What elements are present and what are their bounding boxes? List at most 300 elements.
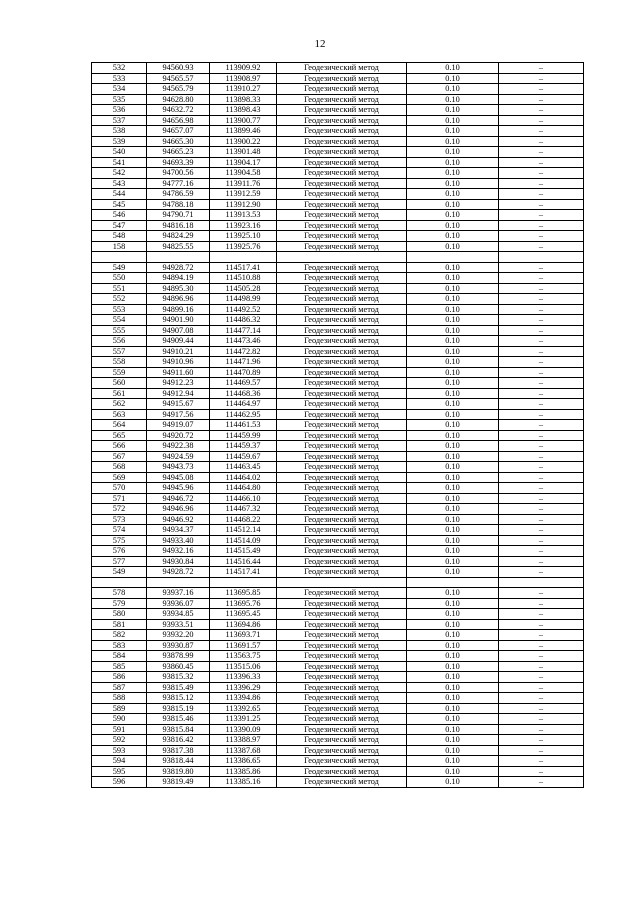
table-row — [92, 672, 584, 683]
table-row — [92, 514, 584, 525]
y-coordinate: 114468.36 — [210, 388, 277, 399]
method: Геодезический метод — [277, 325, 407, 336]
accuracy: 0.10 — [407, 115, 499, 126]
table-row — [92, 588, 584, 599]
empty-cell — [277, 252, 407, 263]
point-number: 594 — [92, 756, 147, 767]
table-row — [92, 630, 584, 641]
x-coordinate: 94909.44 — [147, 336, 210, 347]
table-row — [92, 273, 584, 284]
method: Геодезический метод — [277, 273, 407, 284]
accuracy: 0.10 — [407, 189, 499, 200]
table-row — [92, 157, 584, 168]
point-number: 585 — [92, 661, 147, 672]
x-coordinate: 93932.20 — [147, 630, 210, 641]
note: – — [499, 126, 584, 137]
note: – — [499, 336, 584, 347]
point-number: 534 — [92, 84, 147, 95]
x-coordinate: 93936.07 — [147, 598, 210, 609]
y-coordinate: 113695.85 — [210, 588, 277, 599]
method: Геодезический метод — [277, 283, 407, 294]
accuracy: 0.10 — [407, 462, 499, 473]
table-row — [92, 766, 584, 777]
accuracy: 0.10 — [407, 483, 499, 494]
x-coordinate: 94656.98 — [147, 115, 210, 126]
note: – — [499, 682, 584, 693]
method: Геодезический метод — [277, 304, 407, 315]
point-number: 541 — [92, 157, 147, 168]
accuracy: 0.10 — [407, 514, 499, 525]
y-coordinate: 113899.46 — [210, 126, 277, 137]
x-coordinate: 94632.72 — [147, 105, 210, 116]
y-coordinate: 113925.76 — [210, 241, 277, 252]
accuracy: 0.10 — [407, 672, 499, 683]
point-number: 568 — [92, 462, 147, 473]
point-number: 555 — [92, 325, 147, 336]
x-coordinate: 93815.32 — [147, 672, 210, 683]
accuracy: 0.10 — [407, 661, 499, 672]
table-row — [92, 357, 584, 368]
y-coordinate: 113396.29 — [210, 682, 277, 693]
x-coordinate: 94565.79 — [147, 84, 210, 95]
y-coordinate: 113388.97 — [210, 735, 277, 746]
note: – — [499, 147, 584, 158]
point-number: 576 — [92, 546, 147, 557]
table-row — [92, 147, 584, 158]
point-number: 564 — [92, 420, 147, 431]
accuracy: 0.10 — [407, 336, 499, 347]
accuracy: 0.10 — [407, 640, 499, 651]
accuracy: 0.10 — [407, 430, 499, 441]
table-row — [92, 367, 584, 378]
point-number: 552 — [92, 294, 147, 305]
method: Геодезический метод — [277, 703, 407, 714]
note: – — [499, 630, 584, 641]
x-coordinate: 94895.30 — [147, 283, 210, 294]
note: – — [499, 504, 584, 515]
point-number: 587 — [92, 682, 147, 693]
empty-cell — [210, 252, 277, 263]
x-coordinate: 94928.72 — [147, 567, 210, 578]
method: Геодезический метод — [277, 357, 407, 368]
table-row — [92, 325, 584, 336]
method: Геодезический метод — [277, 735, 407, 746]
note: – — [499, 94, 584, 105]
note: – — [499, 325, 584, 336]
y-coordinate: 114473.46 — [210, 336, 277, 347]
y-coordinate: 113900.22 — [210, 136, 277, 147]
table-row — [92, 535, 584, 546]
point-number: 549 — [92, 262, 147, 273]
method: Геодезический метод — [277, 451, 407, 462]
x-coordinate: 94665.30 — [147, 136, 210, 147]
x-coordinate: 94825.55 — [147, 241, 210, 252]
y-coordinate: 114516.44 — [210, 556, 277, 567]
accuracy: 0.10 — [407, 126, 499, 137]
y-coordinate: 113911.76 — [210, 178, 277, 189]
table-row — [92, 546, 584, 557]
note: – — [499, 588, 584, 599]
method: Геодезический метод — [277, 483, 407, 494]
method: Геодезический метод — [277, 546, 407, 557]
x-coordinate: 93819.49 — [147, 777, 210, 788]
accuracy: 0.10 — [407, 273, 499, 284]
table-row — [92, 178, 584, 189]
accuracy: 0.10 — [407, 178, 499, 189]
accuracy: 0.10 — [407, 262, 499, 273]
x-coordinate: 94946.96 — [147, 504, 210, 515]
accuracy: 0.10 — [407, 147, 499, 158]
accuracy: 0.10 — [407, 199, 499, 210]
point-number: 556 — [92, 336, 147, 347]
accuracy: 0.10 — [407, 241, 499, 252]
accuracy: 0.10 — [407, 777, 499, 788]
y-coordinate: 114464.97 — [210, 399, 277, 410]
method: Геодезический метод — [277, 105, 407, 116]
y-coordinate: 114464.02 — [210, 472, 277, 483]
point-number: 536 — [92, 105, 147, 116]
table-row — [92, 84, 584, 95]
table-row — [92, 462, 584, 473]
accuracy: 0.10 — [407, 556, 499, 567]
accuracy: 0.10 — [407, 693, 499, 704]
accuracy: 0.10 — [407, 567, 499, 578]
table-row — [92, 430, 584, 441]
point-number: 580 — [92, 609, 147, 620]
table-row — [92, 199, 584, 210]
y-coordinate: 114505.28 — [210, 283, 277, 294]
point-number: 532 — [92, 63, 147, 74]
method: Геодезический метод — [277, 115, 407, 126]
table-row — [92, 63, 584, 74]
method: Геодезический метод — [277, 766, 407, 777]
accuracy: 0.10 — [407, 136, 499, 147]
table-row — [92, 241, 584, 252]
note: – — [499, 84, 584, 95]
x-coordinate: 93930.87 — [147, 640, 210, 651]
point-number: 577 — [92, 556, 147, 567]
table-row — [92, 756, 584, 767]
accuracy: 0.10 — [407, 220, 499, 231]
accuracy: 0.10 — [407, 105, 499, 116]
point-number: 596 — [92, 777, 147, 788]
note: – — [499, 189, 584, 200]
method: Геодезический метод — [277, 147, 407, 158]
table-row — [92, 777, 584, 788]
x-coordinate: 94824.29 — [147, 231, 210, 242]
note: – — [499, 535, 584, 546]
x-coordinate: 94912.23 — [147, 378, 210, 389]
table-row — [92, 168, 584, 179]
method: Геодезический метод — [277, 94, 407, 105]
point-number: 592 — [92, 735, 147, 746]
table-row — [92, 651, 584, 662]
table-row — [92, 388, 584, 399]
y-coordinate: 114477.14 — [210, 325, 277, 336]
point-number: 562 — [92, 399, 147, 410]
accuracy: 0.10 — [407, 441, 499, 452]
point-number: 588 — [92, 693, 147, 704]
x-coordinate: 94894.19 — [147, 273, 210, 284]
table-row — [92, 283, 584, 294]
x-coordinate: 94910.96 — [147, 357, 210, 368]
y-coordinate: 113691.57 — [210, 640, 277, 651]
x-coordinate: 93815.19 — [147, 703, 210, 714]
point-number: 591 — [92, 724, 147, 735]
x-coordinate: 93819.80 — [147, 766, 210, 777]
accuracy: 0.10 — [407, 378, 499, 389]
point-number: 543 — [92, 178, 147, 189]
method: Геодезический метод — [277, 724, 407, 735]
point-number: 546 — [92, 210, 147, 221]
note: – — [499, 315, 584, 326]
table-row — [92, 483, 584, 494]
blank-row — [92, 252, 584, 263]
accuracy: 0.10 — [407, 609, 499, 620]
point-number: 566 — [92, 441, 147, 452]
point-number: 557 — [92, 346, 147, 357]
note: – — [499, 619, 584, 630]
accuracy: 0.10 — [407, 714, 499, 725]
table-row — [92, 304, 584, 315]
accuracy: 0.10 — [407, 766, 499, 777]
x-coordinate: 94665.23 — [147, 147, 210, 158]
accuracy: 0.10 — [407, 420, 499, 431]
x-coordinate: 93817.38 — [147, 745, 210, 756]
point-number: 537 — [92, 115, 147, 126]
note: – — [499, 661, 584, 672]
note: – — [499, 168, 584, 179]
y-coordinate: 113898.43 — [210, 105, 277, 116]
method: Геодезический метод — [277, 168, 407, 179]
y-coordinate: 113912.59 — [210, 189, 277, 200]
note: – — [499, 766, 584, 777]
accuracy: 0.10 — [407, 735, 499, 746]
note: – — [499, 241, 584, 252]
note: – — [499, 378, 584, 389]
x-coordinate: 94943.73 — [147, 462, 210, 473]
y-coordinate: 113391.25 — [210, 714, 277, 725]
x-coordinate: 94932.16 — [147, 546, 210, 557]
note: – — [499, 703, 584, 714]
note: – — [499, 73, 584, 84]
x-coordinate: 94912.94 — [147, 388, 210, 399]
note: – — [499, 346, 584, 357]
table-row — [92, 703, 584, 714]
point-number: 563 — [92, 409, 147, 420]
y-coordinate: 114459.37 — [210, 441, 277, 452]
y-coordinate: 113386.65 — [210, 756, 277, 767]
x-coordinate: 94786.59 — [147, 189, 210, 200]
x-coordinate: 93815.46 — [147, 714, 210, 725]
note: – — [499, 283, 584, 294]
accuracy: 0.10 — [407, 231, 499, 242]
note: – — [499, 441, 584, 452]
note: – — [499, 388, 584, 399]
method: Геодезический метод — [277, 336, 407, 347]
method: Геодезический метод — [277, 472, 407, 483]
y-coordinate: 114510.88 — [210, 273, 277, 284]
table-row — [92, 378, 584, 389]
accuracy: 0.10 — [407, 451, 499, 462]
method: Геодезический метод — [277, 136, 407, 147]
table-row — [92, 336, 584, 347]
method: Геодезический метод — [277, 441, 407, 452]
note: – — [499, 556, 584, 567]
empty-cell — [277, 577, 407, 588]
method: Геодезический метод — [277, 178, 407, 189]
method: Геодезический метод — [277, 346, 407, 357]
table-row — [92, 399, 584, 410]
method: Геодезический метод — [277, 661, 407, 672]
note: – — [499, 273, 584, 284]
x-coordinate: 94946.92 — [147, 514, 210, 525]
method: Геодезический метод — [277, 619, 407, 630]
method: Геодезический метод — [277, 241, 407, 252]
note: – — [499, 367, 584, 378]
note: – — [499, 598, 584, 609]
point-number: 567 — [92, 451, 147, 462]
x-coordinate: 94896.96 — [147, 294, 210, 305]
coordinates-table-body — [92, 63, 584, 788]
y-coordinate: 114514.09 — [210, 535, 277, 546]
y-coordinate: 114486.32 — [210, 315, 277, 326]
y-coordinate: 113385.86 — [210, 766, 277, 777]
note: – — [499, 399, 584, 410]
table-row — [92, 735, 584, 746]
method: Геодезический метод — [277, 651, 407, 662]
accuracy: 0.10 — [407, 504, 499, 515]
note: – — [499, 756, 584, 767]
accuracy: 0.10 — [407, 283, 499, 294]
y-coordinate: 114461.53 — [210, 420, 277, 431]
method: Геодезический метод — [277, 535, 407, 546]
note: – — [499, 294, 584, 305]
method: Геодезический метод — [277, 126, 407, 137]
table-row — [92, 493, 584, 504]
method: Геодезический метод — [277, 84, 407, 95]
table-row — [92, 472, 584, 483]
accuracy: 0.10 — [407, 588, 499, 599]
x-coordinate: 94788.18 — [147, 199, 210, 210]
point-number: 574 — [92, 525, 147, 536]
point-number: 549 — [92, 567, 147, 578]
x-coordinate: 93937.16 — [147, 588, 210, 599]
table-row — [92, 693, 584, 704]
x-coordinate: 93818.44 — [147, 756, 210, 767]
note: – — [499, 493, 584, 504]
y-coordinate: 113385.16 — [210, 777, 277, 788]
method: Геодезический метод — [277, 262, 407, 273]
y-coordinate: 114466.10 — [210, 493, 277, 504]
x-coordinate: 94911.60 — [147, 367, 210, 378]
empty-cell — [499, 577, 584, 588]
method: Геодезический метод — [277, 220, 407, 231]
method: Геодезический метод — [277, 409, 407, 420]
y-coordinate: 113515.06 — [210, 661, 277, 672]
note: – — [499, 357, 584, 368]
x-coordinate: 93860.45 — [147, 661, 210, 672]
table-row — [92, 682, 584, 693]
x-coordinate: 93934.85 — [147, 609, 210, 620]
point-number: 158 — [92, 241, 147, 252]
table-row — [92, 409, 584, 420]
accuracy: 0.10 — [407, 346, 499, 357]
note: – — [499, 724, 584, 735]
point-number: 590 — [92, 714, 147, 725]
table-row — [92, 94, 584, 105]
method: Геодезический метод — [277, 756, 407, 767]
method: Геодезический метод — [277, 231, 407, 242]
table-row — [92, 210, 584, 221]
method: Геодезический метод — [277, 493, 407, 504]
point-number: 539 — [92, 136, 147, 147]
x-coordinate: 94933.40 — [147, 535, 210, 546]
accuracy: 0.10 — [407, 357, 499, 368]
method: Геодезический метод — [277, 315, 407, 326]
x-coordinate: 94945.08 — [147, 472, 210, 483]
table-row — [92, 262, 584, 273]
note: – — [499, 178, 584, 189]
note: – — [499, 640, 584, 651]
table-row — [92, 609, 584, 620]
point-number: 544 — [92, 189, 147, 200]
note: – — [499, 567, 584, 578]
y-coordinate: 113695.76 — [210, 598, 277, 609]
note: – — [499, 420, 584, 431]
table-row — [92, 346, 584, 357]
y-coordinate: 113392.65 — [210, 703, 277, 714]
point-number: 572 — [92, 504, 147, 515]
x-coordinate: 94777.16 — [147, 178, 210, 189]
y-coordinate: 113898.33 — [210, 94, 277, 105]
accuracy: 0.10 — [407, 294, 499, 305]
point-number: 570 — [92, 483, 147, 494]
note: – — [499, 430, 584, 441]
y-coordinate: 113925.10 — [210, 231, 277, 242]
accuracy: 0.10 — [407, 745, 499, 756]
table-row — [92, 126, 584, 137]
y-coordinate: 114517.41 — [210, 567, 277, 578]
note: – — [499, 451, 584, 462]
method: Геодезический метод — [277, 693, 407, 704]
y-coordinate: 114498.99 — [210, 294, 277, 305]
y-coordinate: 113904.17 — [210, 157, 277, 168]
method: Геодезический метод — [277, 777, 407, 788]
x-coordinate: 94910.21 — [147, 346, 210, 357]
accuracy: 0.10 — [407, 210, 499, 221]
method: Геодезический метод — [277, 210, 407, 221]
note: – — [499, 514, 584, 525]
y-coordinate: 113900.77 — [210, 115, 277, 126]
y-coordinate: 114472.82 — [210, 346, 277, 357]
method: Геодезический метод — [277, 294, 407, 305]
point-number: 589 — [92, 703, 147, 714]
method: Геодезический метод — [277, 63, 407, 74]
accuracy: 0.10 — [407, 546, 499, 557]
y-coordinate: 114467.32 — [210, 504, 277, 515]
note: – — [499, 105, 584, 116]
x-coordinate: 93815.84 — [147, 724, 210, 735]
note: – — [499, 462, 584, 473]
note: – — [499, 136, 584, 147]
point-number: 584 — [92, 651, 147, 662]
y-coordinate: 114459.67 — [210, 451, 277, 462]
note: – — [499, 304, 584, 315]
x-coordinate: 94901.90 — [147, 315, 210, 326]
note: – — [499, 525, 584, 536]
y-coordinate: 113394.86 — [210, 693, 277, 704]
